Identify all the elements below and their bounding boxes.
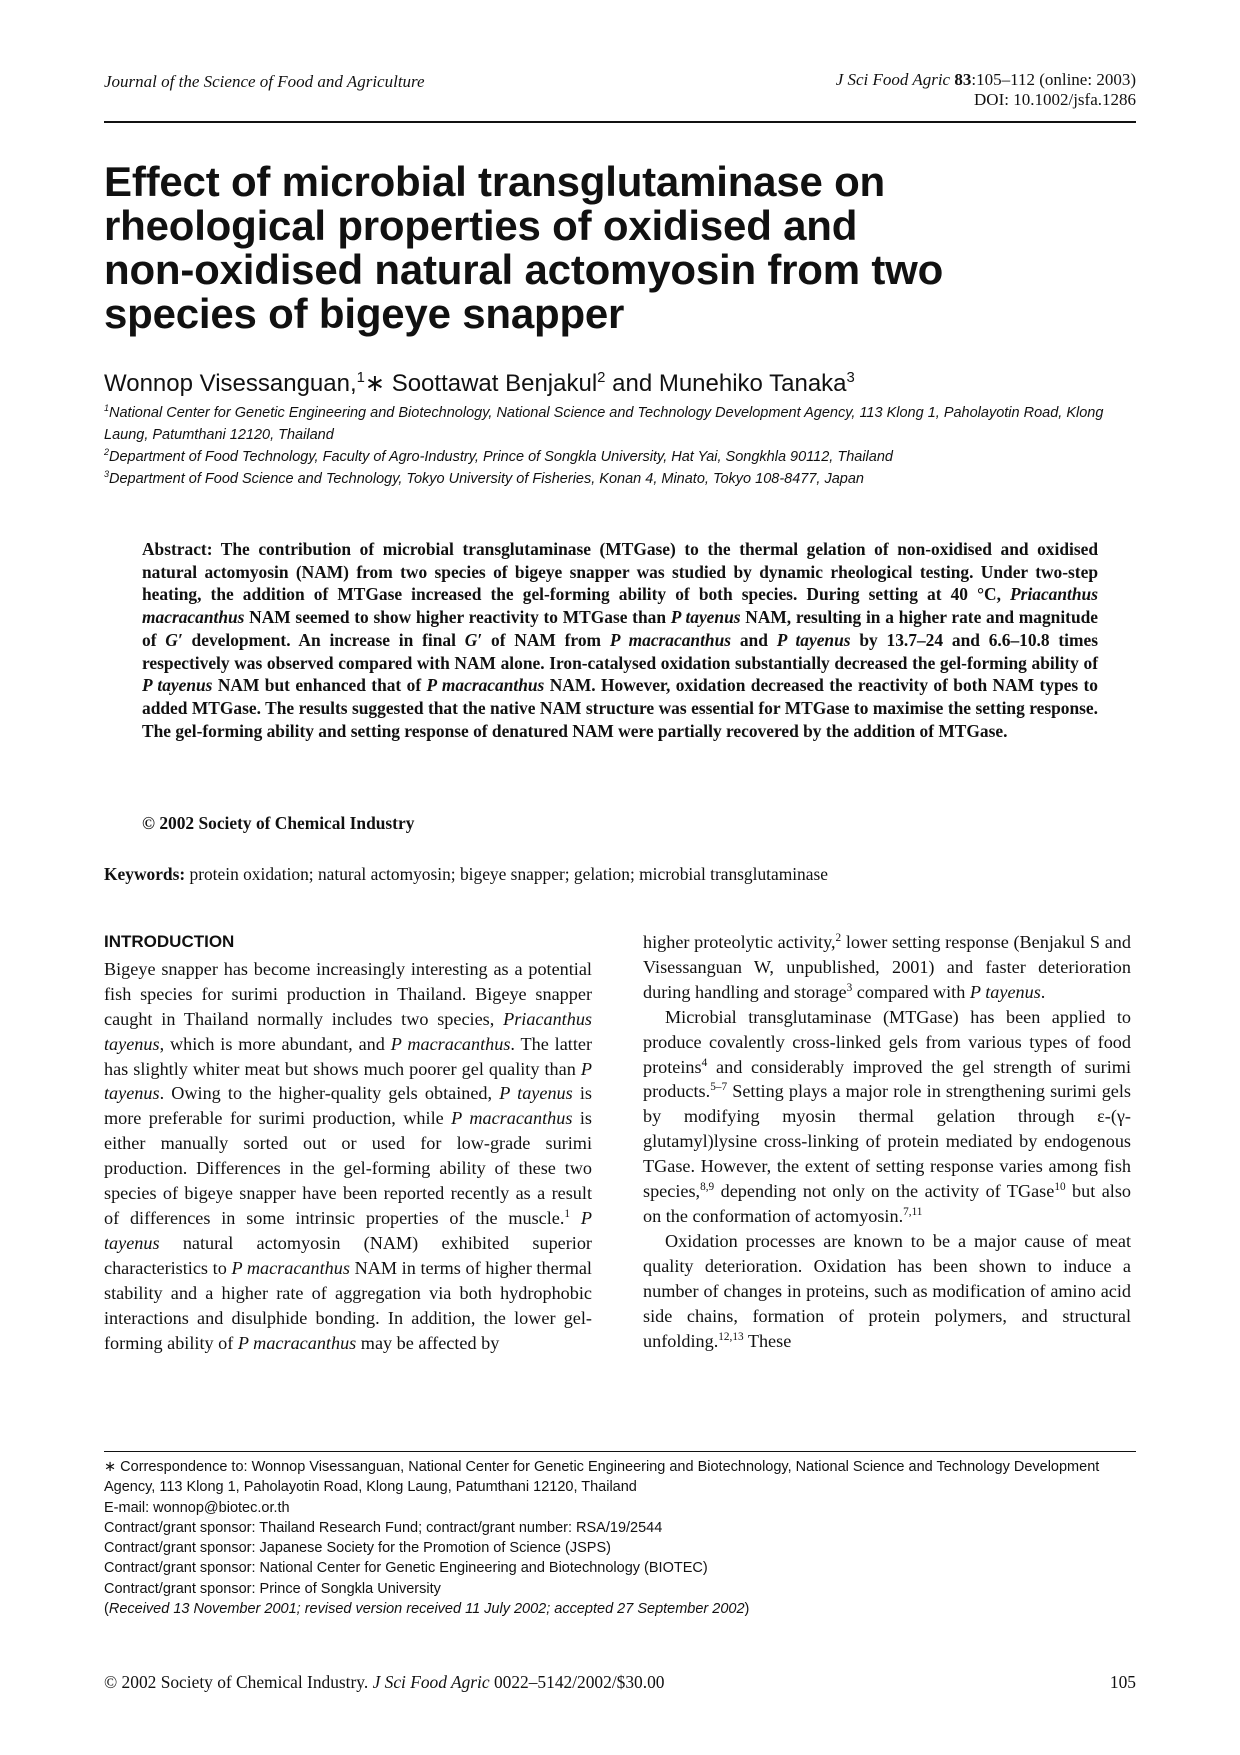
citation-ref: 7,11 xyxy=(903,1205,923,1218)
citation-ref: 10 xyxy=(1054,1181,1066,1193)
text-run: natural actomyosin (NAM) exhibited superior characteristics to xyxy=(104,1232,592,1278)
species-name: P tayenus xyxy=(776,629,851,650)
species-name: P tayenus xyxy=(969,981,1041,1002)
affil-mark: 1 xyxy=(104,403,109,414)
received-note xyxy=(104,1599,1144,1619)
abstract-copyright: © 2002 Society of Chemical Industry xyxy=(142,813,415,833)
species-name: P macracanthus xyxy=(426,675,545,696)
sponsor-note: Contract/grant sponsor: Thailand Research Fund; contract/grant number: RSA/19/2544 xyxy=(104,1519,663,1536)
header-rule xyxy=(104,121,1136,123)
affil-mark: 3 xyxy=(104,469,109,480)
abstract-text: The contribution of microbial transglutaminase (MTGase) to the thermal gelation of non-oxidised and oxidised natural actomyosin (NAM) from two species of bigeye snapper was studied by dynamic rheological testing. Under two-step heating, the addition of MTGase increased the gel-forming ability of both species. During setting at 40 °C, xyxy=(142,539,1098,605)
affiliation xyxy=(104,468,1136,490)
species-name: P tayenus xyxy=(499,1083,573,1104)
author-list xyxy=(104,369,1136,398)
article-title xyxy=(104,160,1136,336)
text-run: These xyxy=(743,1330,792,1351)
text-run: but also on the conformation of actomyosin. xyxy=(643,1181,1132,1226)
text-run: compared with xyxy=(852,981,970,1002)
footer-copyright: © 2002 Society of Chemical Industry. xyxy=(104,1672,373,1692)
abstract-text: NAM. However, oxidation decreased the reactivity of both NAM types to added MTGase. The results suggested that the native NAM structure was essential for MTGase to maximise the setting response. The gel-forming ability and setting response of denatured NAM were partially recovered by the addition of MTGase. xyxy=(142,675,1098,741)
species-name: P macracanthus xyxy=(451,1108,573,1129)
species-name: P tayenus xyxy=(104,1058,592,1104)
abstract-text: NAM, resulting in a higher rate and magnitude of xyxy=(142,607,1099,650)
affiliation-text: Department of Food Science and Technology, Tokyo University of Fisheries, Konan 4, Minato, Tokyo 108-8477, Japan xyxy=(109,471,864,487)
text-run: Bigeye snapper has become increasingly interesting as a potential fish species for surimi production in Thailand. Bigeye snapper caught in Thailand normally includes two species, xyxy=(104,958,592,1029)
author-name: Wonnop Visessanguan, xyxy=(104,370,357,397)
keywords-label: Keywords: xyxy=(104,864,186,884)
title-line: non-oxidised natural actomyosin from two xyxy=(104,246,944,293)
text-run: Microbial transglutaminase (MTGase) has been applied to produce covalently cross-linked gels from various types of food proteins xyxy=(643,1006,1131,1077)
text-run: lower setting response (Benjakul S and Visessanguan W, unpublished, 2001) and faster deterioration during handling and storage xyxy=(643,932,1131,1002)
abstract-text: of NAM from xyxy=(482,629,610,650)
text-run: Oxidation processes are known to be a major cause of meat quality deterioration. Oxidation has been shown to induce a number of changes in proteins, such as modification of amino acid side chains, formation of protein polymers, and structural unfolding. xyxy=(643,1230,1131,1351)
doi: DOI: 10.1002/jsfa.1286 xyxy=(974,90,1136,109)
abstract-text: development. An increase in final xyxy=(182,629,465,650)
paragraph-continued xyxy=(643,930,1131,1005)
journal-name: Journal of the Science of Food and Agriculture xyxy=(104,72,425,91)
species-name: P macracanthus xyxy=(237,1332,357,1353)
paren: ) xyxy=(744,1601,750,1618)
citation-ref: 3 xyxy=(846,981,853,994)
title-line: species of bigeye snapper xyxy=(104,290,625,337)
page-number: 105 xyxy=(1109,1672,1136,1692)
footnotes xyxy=(104,1457,1144,1619)
species-name: P tayenus xyxy=(670,607,741,628)
citation-ref: 5–7 xyxy=(710,1081,728,1094)
affiliation-text: Department of Food Technology, Faculty of Agro-Industry, Prince of Songkla University, Hat Yai, Songkhla 90112, Thailand xyxy=(109,449,893,465)
section-heading: INTRODUCTION xyxy=(104,932,235,951)
footer-issn: 0022–5142/2002/$30.00 xyxy=(489,1672,665,1692)
abstract-label: Abstract: xyxy=(142,539,213,559)
footer-journal: J Sci Food Agric xyxy=(372,1672,490,1692)
species-name: P tayenus xyxy=(104,1207,593,1253)
correspondence-note: ∗ Correspondence to: Wonnop Visessanguan, National Center for Genetic Engineering and Biotechnology, National Science and Technology Development Agency, 113 Klong 1, Paholayotin Road, Klong Laung, Patumthani 12120, Thailand xyxy=(104,1459,1100,1496)
text-run: is either manually sorted out or used for low-grade surimi production. Differences in the gel-forming ability of these two species of bigeye snapper have been reported recently as a result of differences in some intrinsic properties of the muscle. xyxy=(104,1108,592,1228)
citation-block xyxy=(836,70,1136,110)
citation-ref: 8,9 xyxy=(700,1181,715,1193)
species-name: P tayenus xyxy=(142,675,213,696)
text-run: NAM in terms of higher thermal stability and a higher rate of aggregation via both hydrophobic interactions and disulphide bonding. In addition, the lower gel-forming ability of xyxy=(104,1257,592,1353)
text-run: higher proteolytic activity, xyxy=(643,932,836,952)
page-footer xyxy=(104,1672,664,1693)
text-run: is more preferable for surimi production, while xyxy=(104,1083,593,1129)
title-line: Effect of microbial transglutaminase on xyxy=(104,158,886,205)
affiliation xyxy=(104,402,1136,446)
abstract xyxy=(142,538,1098,742)
text-run: . Owing to the higher-quality gels obtained, xyxy=(159,1083,500,1104)
abstract-text: and xyxy=(731,629,777,650)
affiliation-text: National Center for Genetic Engineering and Biotechnology, National Science and Technology Development Agency, 113 Klong 1, Paholayotin Road, Klong Laung, Patumthani 12120, Thailand xyxy=(104,405,1104,443)
paragraph xyxy=(643,1005,1131,1229)
correspondence-mark: ∗ xyxy=(364,370,386,397)
text-run: . The latter has slightly whiter meat but shows much poorer gel quality than xyxy=(104,1033,593,1079)
species-name: P macracanthus xyxy=(609,629,732,650)
affil-mark: 3 xyxy=(846,370,855,386)
species-name: Priacanthus tayenus xyxy=(104,1008,592,1054)
citation-volume: 83 xyxy=(954,70,972,89)
keywords xyxy=(104,864,1144,885)
symbol: G′ xyxy=(464,629,483,650)
citation-ref: 4 xyxy=(701,1056,708,1069)
author-name: and Munehiko Tanaka xyxy=(605,370,847,397)
citation-ref: 1 xyxy=(564,1207,571,1220)
body-column-right xyxy=(643,930,1131,1353)
received-dates: Received 13 November 2001; revised version received 11 July 2002; accepted 27 September 2002 xyxy=(108,1601,745,1618)
text-run: Setting plays a major role in strengthening surimi gels by modifying myosin thermal gelation through ε-(γ-glutamyl)lysine cross-linking of protein mediated by endogenous TGase. However, the extent of setting response varies among fish species, xyxy=(643,1081,1131,1202)
text-run: . xyxy=(1040,981,1046,1002)
affil-mark: 2 xyxy=(597,370,606,386)
citation-ref: 12,13 xyxy=(718,1330,744,1343)
species-name: P macracanthus xyxy=(390,1033,511,1054)
title-line: rheological properties of oxidised and xyxy=(104,202,858,249)
text-run: may be affected by xyxy=(356,1332,500,1353)
affiliations xyxy=(104,402,1136,490)
email-note: E-mail: wonnop@biotec.or.th xyxy=(104,1499,290,1516)
citation-pages: :105–112 (online: 2003) xyxy=(971,70,1136,89)
keywords-text: protein oxidation; natural actomyosin; bigeye snapper; gelation; microbial transglutaminase xyxy=(185,864,828,884)
abstract-text: NAM seemed to show higher reactivity to MTGase than xyxy=(244,607,671,628)
symbol: G′ xyxy=(165,629,183,650)
citation-journal: J Sci Food Agric xyxy=(835,70,955,89)
affil-mark: 1 xyxy=(356,370,365,386)
author-name: Soottawat Benjakul xyxy=(385,370,598,397)
text-run: , which is more abundant, and xyxy=(159,1033,391,1054)
running-header xyxy=(104,68,1136,112)
paragraph xyxy=(643,1229,1131,1354)
paragraph xyxy=(104,957,592,1356)
sponsor-note: Contract/grant sponsor: Prince of Songkla University xyxy=(104,1580,441,1597)
sponsor-note: Contract/grant sponsor: National Center for Genetic Engineering and Biotechnology (BIOTEC) xyxy=(104,1560,708,1577)
abstract-text: by 13.7–24 and 6.6–10.8 times respectively was observed compared with NAM alone. Iron-catalysed oxidation substantially decreased the gel-forming ability of xyxy=(142,629,1098,673)
species-name: Priacanthus macracanthus xyxy=(142,584,1098,628)
affil-mark: 2 xyxy=(104,447,109,458)
footnote-rule xyxy=(104,1451,1136,1452)
species-name: P macracanthus xyxy=(231,1257,350,1278)
citation xyxy=(836,70,1136,90)
sponsor-note: Contract/grant sponsor: Japanese Society for the Promotion of Science (JSPS) xyxy=(104,1540,611,1557)
text-run xyxy=(570,1208,581,1228)
text-run: and considerably improved the gel strength of surimi products. xyxy=(643,1056,1131,1102)
affiliation xyxy=(104,446,1136,468)
citation-ref: 2 xyxy=(835,931,842,944)
text-run: depending not only on the activity of TGase xyxy=(714,1181,1055,1202)
body-column-left xyxy=(104,930,592,1355)
paren: ( xyxy=(104,1601,109,1618)
abstract-text: NAM but enhanced that of xyxy=(212,675,427,696)
